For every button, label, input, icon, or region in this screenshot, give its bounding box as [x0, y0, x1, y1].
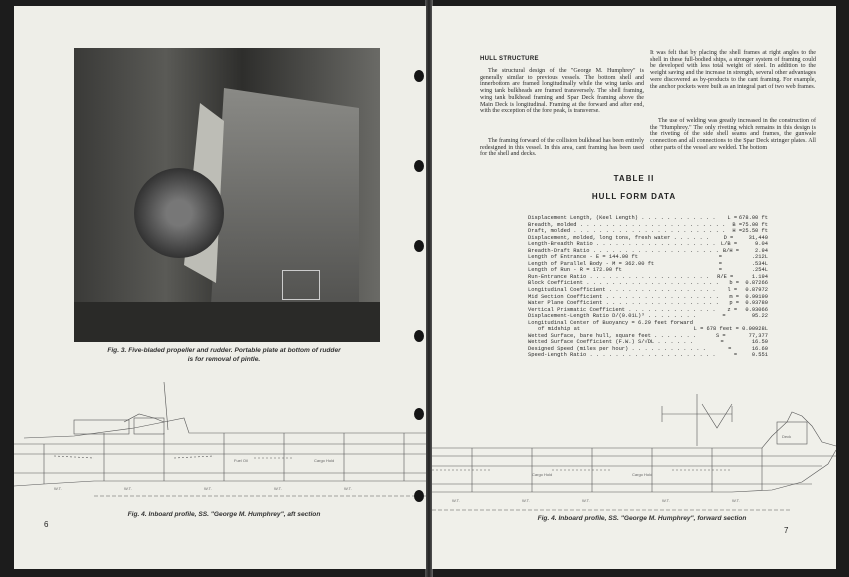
- table-cell-symbol: =: [728, 345, 732, 352]
- table-cell-symbol: B =: [732, 221, 743, 228]
- binder-hole: [414, 330, 424, 342]
- table-cell-label: Run-Entrance Ratio . . . . . . . . . . . . . . . . . . .: [528, 273, 710, 280]
- table-cell-value: 95.22: [751, 313, 768, 320]
- table-cell-value: 0.99199: [745, 293, 768, 300]
- figure3-caption: Fig. 3. Five-bladed propeller and rudder. Portable plate at bottom of rudder is for removal of pintle.: [107, 347, 341, 363]
- lcb-line-1: Longitudinal Center of Buoyancy = 6.29 feet forward: [528, 319, 693, 326]
- table-cell-label: Water Plane Coefficient . . . . . . . . . . . . . . . . . .: [528, 300, 719, 307]
- svg-text:W.T.: W.T.: [662, 498, 670, 503]
- page-number-right: 7: [784, 526, 789, 535]
- svg-text:W.T.: W.T.: [522, 498, 530, 503]
- table-cell-label: Breadth, molded . . . . . . . . . . . . . . . . . . . . . . .: [528, 221, 726, 228]
- propeller-rudder-photo: [74, 48, 380, 342]
- lcb-line-2-label: of midship at: [538, 326, 581, 333]
- svg-text:W.T.: W.T.: [732, 498, 740, 503]
- table-cell-symbol: =: [733, 352, 738, 359]
- table-cell-value: 16.60: [751, 345, 768, 352]
- svg-text:Cargo Hold: Cargo Hold: [632, 472, 653, 477]
- hull-form-data-table: [528, 215, 768, 359]
- table-cell-symbol: =: [718, 260, 722, 267]
- table-cell-label: Wetted Surface, bare hull, square feet . . . . . . .: [528, 332, 697, 339]
- table-cell-label: Designed Speed (miles per hour) . . . . . . . . . . . .: [528, 345, 706, 352]
- svg-text:W.T.: W.T.: [274, 486, 282, 491]
- aft-inboard-profile-drawing: [14, 378, 426, 506]
- svg-text:W.T.: W.T.: [344, 486, 352, 491]
- table-cell-label: Displacement-Length Ratio D/(0.01L)³ . . . . . . . .: [528, 313, 697, 320]
- svg-text:W.T.: W.T.: [204, 486, 212, 491]
- table-cell-label: Length-Breadth Ratio . . . . . . . . . . . . . . . . . . .: [528, 241, 716, 248]
- svg-text:Deck: Deck: [782, 434, 792, 439]
- table-cell-label: Longitudinal Coefficient . . . . . . . . . . . . . . . . .: [528, 287, 716, 294]
- table-cell-symbol: =: [718, 254, 722, 261]
- svg-text:W.T.: W.T.: [54, 486, 62, 491]
- table-subtitle: HULL FORM DATA: [591, 192, 677, 201]
- binder-hole: [414, 160, 424, 172]
- binder-hole: [414, 70, 424, 82]
- lcb-line-2-value: L = 678 feet = 0.00928L: [693, 326, 768, 333]
- svg-text:Fuel Oil: Fuel Oil: [234, 458, 248, 463]
- table-cell-label: Length of Parallel Body - M = 362.00 ft: [528, 260, 655, 267]
- table-cell-symbol: =: [722, 313, 726, 320]
- table-cell-symbol: B/H =: [722, 247, 740, 254]
- table-cell-label: Displacement Length, (Keel Length) . . . . . . . . . . . .: [528, 215, 716, 221]
- table-cell-symbol: L/B =: [720, 241, 738, 248]
- table-cell-label: Speed-Length Ratio . . . . . . . . . . . . . . . . . . . .: [528, 352, 716, 359]
- table-cell-symbol: p =: [729, 300, 740, 307]
- page-number-left: 6: [44, 520, 49, 529]
- binder-hole: [414, 408, 424, 420]
- table-cell-value: 0.87266: [745, 280, 768, 287]
- paragraph-1: The structural design of the "George M. Humphrey" is generally similar to previous vessels. The bottom shell and innerbottom are framed longitudinally while the wing tanks and wing tank bulkheads are framed transversely. The shell framing, wing tank bulkhead framing and Spar Deck framing above the Main Deck is longitudinal. Framing at the forward and after end, with the exception of the fore peak, is transverse.: [480, 68, 644, 115]
- table-cell-value: 31,440: [748, 234, 768, 241]
- table-cell-label: Vertical Prismatic Coefficient . . . . . . . . . . . . . .: [528, 306, 716, 313]
- table-cell-value: 1.194: [751, 273, 768, 280]
- table-cell-value: 77,377: [748, 332, 768, 339]
- svg-text:Cargo Hold: Cargo Hold: [532, 472, 553, 477]
- table-cell-label: Mid Section Coefficient . . . . . . . . . . . . . . . . . .: [528, 293, 719, 300]
- table-cell-value: .212L: [751, 254, 768, 261]
- table-cell-label: Length of Entrance - E = 144.00 ft: [528, 254, 638, 261]
- table-cell-value: 0.551: [751, 352, 768, 359]
- table-cell-value: 16.50: [751, 339, 768, 346]
- table-row: [528, 352, 768, 359]
- table-cell-symbol: H =: [732, 228, 743, 235]
- figure4-forward-caption: Fig. 4. Inboard profile, SS. "George M. Humphrey", forward section: [537, 515, 747, 522]
- table-cell-symbol: z =: [727, 306, 738, 313]
- table-title: TABLE II: [613, 174, 655, 183]
- right-page: [432, 6, 836, 569]
- table-cell-value: 2.94: [755, 247, 768, 254]
- svg-text:Cargo Hold: Cargo Hold: [314, 458, 335, 463]
- table-cell-symbol: =: [718, 267, 722, 274]
- table-cell-label: Wetted Surface Coefficient (F.W.) S/√DL . . . . . .: [528, 339, 693, 346]
- binder-hole: [414, 240, 424, 252]
- paragraph-4: The use of welding was greatly increased in the construction of the "Humphrey." The only riveting which remains in this design is the riveting of the side shell seams and frames, the gunwale connection and all connections to the Spar Deck stringer plates. All other parts of the vessel are welded. The bottom: [650, 118, 816, 151]
- table-cell-symbol: l =: [727, 287, 738, 294]
- left-page: [14, 6, 426, 569]
- figure4-aft-caption: Fig. 4. Inboard profile, SS. "George M. Humphrey", aft section: [127, 511, 321, 518]
- table-cell-value: 0.87972: [745, 287, 768, 294]
- table-cell-symbol: S =: [715, 332, 726, 339]
- binder-hole: [414, 490, 424, 502]
- table-cell-symbol: D =: [723, 234, 734, 241]
- forward-inboard-profile-drawing: [432, 386, 836, 516]
- table-cell-value: 0.93066: [745, 306, 768, 313]
- svg-text:W.T.: W.T.: [452, 498, 460, 503]
- table-cell-label: Breadth-Draft Ratio . . . . . . . . . . . . . . . . . . . .: [528, 247, 719, 254]
- table-cell-symbol: m =: [729, 293, 740, 300]
- table-cell-label: Draft, molded . . . . . . . . . . . . . . . . . . . . . . . .: [528, 228, 726, 235]
- paragraph-2: The framing forward of the collision bulkhead has been entirely redesigned in this vessel. In this area, cant framing has been used for the shell and decks.: [480, 138, 644, 158]
- table-cell-symbol: =: [720, 339, 724, 346]
- svg-text:W.T.: W.T.: [124, 486, 132, 491]
- svg-text:W.T.: W.T.: [582, 498, 590, 503]
- table-cell-value: 25.50 ft: [742, 228, 768, 235]
- table-cell-value: 75.00 ft: [742, 221, 768, 228]
- paragraph-3: It was felt that by placing the shell frames at right angles to the shell in these full-bodied ships, a stronger system of framing could be developed with less total weight of steel. In addition to the weight saving and the increase in strength, several other advantages were discovered as by-products to the cant framing. For example, the anchor pockets were built as an integral part of two web frames.: [650, 50, 816, 90]
- table-cell-value: 9.04: [755, 241, 768, 248]
- table-cell-symbol: R/E =: [717, 273, 734, 280]
- table-cell-label: Displacement, molded, long tons, fresh water . . . . . .: [528, 234, 710, 241]
- table-cell-value: .534L: [751, 260, 768, 267]
- table-cell-value: 0.93780: [745, 300, 768, 307]
- table-cell-label: Length of Run - R = 172.00 ft: [528, 267, 622, 274]
- table-cell-symbol: L =: [727, 215, 738, 221]
- table-cell-label: Block Coefficient . . . . . . . . . . . . . . . . . . . . .: [528, 280, 719, 287]
- table-cell-value: .254L: [751, 267, 768, 274]
- table-cell-symbol: b =: [729, 280, 740, 287]
- section-heading: HULL STRUCTURE: [480, 56, 539, 62]
- table-cell-value: 678.00 ft: [738, 215, 768, 221]
